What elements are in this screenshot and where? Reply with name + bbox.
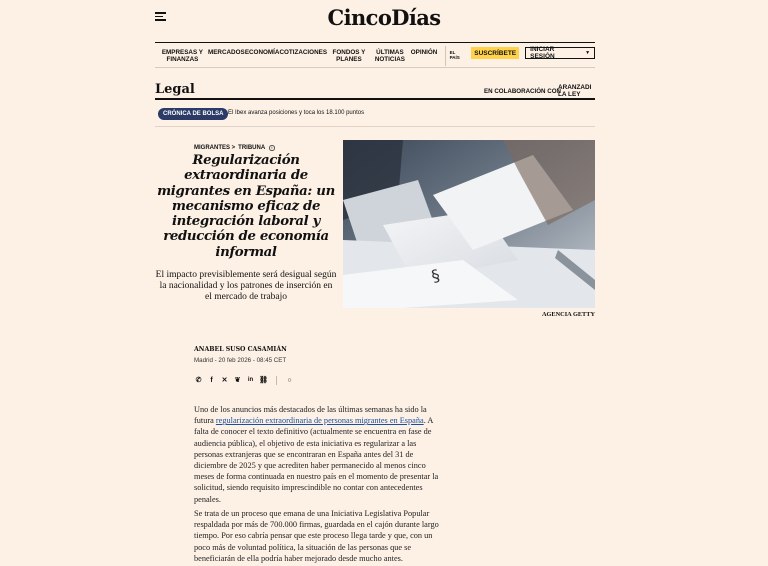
chevron-down-icon: ▼ [585,50,591,56]
section-title[interactable]: Legal [155,82,195,97]
nav-item-ultimas[interactable]: ÚLTIMAS NOTICIAS [374,49,405,63]
breadcrumb [194,145,275,151]
svg-text:§: § [429,265,442,286]
partner-line-2: LA LEY [558,91,581,98]
nav-item-opinion[interactable]: OPINIÓN [410,49,438,56]
nav-item-cotizaciones[interactable]: COTIZACIONES [279,49,328,56]
ticker-divider [155,126,595,127]
nav-item-fondos[interactable]: FONDOS Y PLANES [332,49,366,63]
facebook-icon[interactable]: f [210,377,213,384]
p1-text-before: Uno de los anuncios más destacados de las últimas semanas ha sido la futura [194,405,427,426]
article-headline: Regularización extraordinaria de migrantes en España: un mecanismo eficaz de integración laboral y reducción de economía informal [157,153,335,260]
partner-line-1: ARANZADI [558,84,592,91]
photo-illustration [343,140,595,308]
info-icon[interactable]: I [269,145,275,151]
share-divider [276,376,277,385]
collab-label: EN COLABORACIÓN CON [484,88,561,95]
link-icon[interactable]: ⛓ [259,377,268,384]
comments-icon[interactable]: ○ [287,377,292,384]
partner-logo[interactable] [558,84,591,98]
nav-item-empresas[interactable]: EMPRESAS Y FINANZAS [161,49,203,63]
ticker-headline[interactable]: El Ibex avanza posiciones y toca los 18.100 puntos [228,110,365,116]
login-label: INICIAR SESIÓN [530,46,555,60]
main-nav [155,42,595,68]
share-bar [194,376,294,385]
subscribe-button[interactable]: SUSCRÍBETE [471,47,519,59]
p1-text-after: . A falta de conocer el texto definitivo (actualmente se encuentra en fase de audiencia pública), el objetivo de esta iniciativa es regularizar a las personas extranjeras que se encontraran en España antes del 31 de diciembre de 2025 y que acrediten haber permanecido al menos cinco meses de forma continuada en nuestro país en el momento de presentar la solicitud, siendo requisito imprescindible no contar con antecedentes penales. [194,416,439,504]
bluesky-icon[interactable]: ❦ [234,377,241,384]
linkedin-icon[interactable]: in [247,377,254,383]
regularizacion-link[interactable]: regularización extraordinaria de personas migrantes en España [215,416,424,426]
breadcrumb-tribuna[interactable]: TRIBUNA [238,145,266,151]
section-rule [155,98,595,100]
login-button[interactable] [525,47,595,59]
whatsapp-icon[interactable]: ✆ [195,377,202,384]
article-subhead: El impacto previsiblemente será desigual según la nacionalidad y los patrones de inserción en el mercado de trabajo [155,270,337,302]
article-paragraph-2: Se trata de un proceso que emana de una Iniciativa Legislativa Popular respaldada por más de 700.000 firmas, guardada en el cajón durante largo tiempo. Por eso cabría pensar que este proceso llega tarde y que, con un poco más de voluntad política, la situación de las personas que se beneficiarán de ella podría haber mejorado desde mucho antes. [194,509,439,563]
article-paragraph-1 [194,404,446,505]
author-name[interactable]: ANABEL SUSO CASAMIÁN [194,346,287,353]
nav-divider [445,46,446,66]
ticker-badge[interactable]: CRÓNICA DE BOLSA [158,108,228,120]
nav-item-economia[interactable]: ECONOMÍA [244,49,280,56]
article-photo [343,140,595,308]
article-dateline: Madrid - 20 feb 2026 - 08:45 CET [194,357,287,364]
elpais-link[interactable]: EL PAÍS [449,50,460,60]
nav-item-mercados[interactable]: MERCADOS [207,49,245,56]
site-logo[interactable]: CincoDías [327,5,441,30]
photo-credit: AGENCIA GETTY [541,311,595,318]
breadcrumb-migrantes[interactable]: MIGRANTES > [194,145,236,151]
x-icon[interactable]: ✕ [221,377,228,384]
